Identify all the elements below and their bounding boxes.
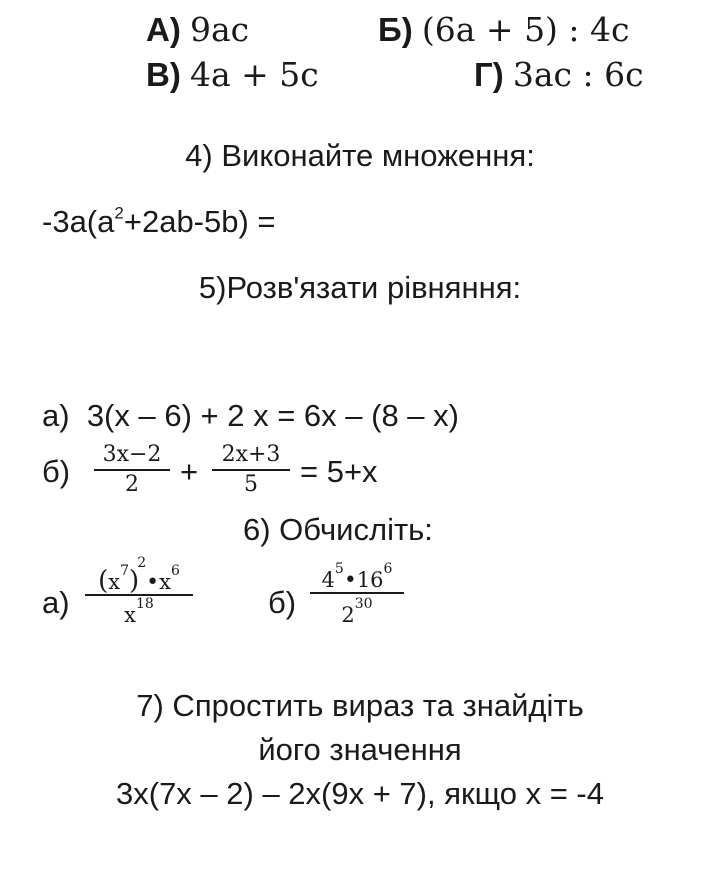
fraction-b-numerator [321,561,393,593]
fraction-b-den-base: 2 [341,603,355,627]
task4-expression [42,204,276,240]
task7-line-2: його значення [258,732,462,767]
task4-expr-exp: 2 [114,203,124,223]
option-a [146,10,249,49]
task7-line-1: 7) Спростить вираз та знайдіть [136,688,584,723]
fraction-a-den-base: x [124,603,136,627]
task5-a-label: а) [42,398,70,433]
fraction-a-x2: x [159,570,171,594]
task5-b-label: б) [42,454,71,489]
fraction-a-base: x [108,570,121,594]
fraction-b-bar [310,592,404,594]
task7-line-3: 3x(7x – 2) – 2x(9x + 7), якщо x = -4 [116,776,604,811]
task5-a [42,398,459,434]
task5-title: 5)Розв'язати рівняння: [198,270,522,305]
option-v-letter: В) [146,56,181,93]
task6-title: 6) Обчисліть: [243,512,433,547]
task6-b-label: б) [268,585,297,620]
fraction-a-inner-exp: 7 [120,563,130,579]
fraction-a-denominator [124,596,154,627]
task5-b-rhs: = 5+x [300,454,378,489]
fraction-1-numerator: 3x−2 [102,442,162,467]
option-g [474,55,644,94]
option-g-letter: Г) [474,56,504,93]
task4-title: 4) Виконайте множення: [185,138,535,173]
fraction-1-denominator: 2 [125,472,139,497]
option-a-letter: А) [146,11,181,48]
task6-a-label: а) [42,585,70,620]
fraction-b-exp2: 6 [383,561,393,577]
option-b-letter: Б) [378,11,413,48]
option-a-value: 9ac [190,10,250,49]
fraction-2-numerator: 2x+3 [221,442,281,467]
task4-expr-post: +2ab-5b) = [123,204,276,239]
fraction-2-denominator: 5 [244,472,258,497]
option-v-value: 4a + 5c [190,55,319,94]
task4-expr-pre: -3a(a [42,204,115,239]
fraction-a-numerator [98,555,180,596]
fraction-1-bar [94,469,170,471]
fraction-b-exp1: 5 [334,561,344,577]
task6-fraction-a [85,555,193,627]
fraction-a-x2-exp: 6 [170,563,180,579]
task5-plus: + [180,454,199,489]
task5-fraction-2 [212,444,290,496]
option-b-value: (6a + 5) : 4c [421,10,630,49]
fraction-a-close-paren: ) [129,566,140,596]
task5-fraction-1 [94,444,170,496]
option-g-value: 3ac : 6c [512,55,644,94]
fraction-b-base2: 16 [356,568,384,592]
option-v [146,55,319,94]
fraction-a-outer-exp: 2 [137,555,147,571]
fraction-b-base1: 4 [321,568,335,592]
fraction-b-dot: • [343,568,357,593]
fraction-2-bar [212,469,290,471]
fraction-a-open-paren: ( [98,566,109,596]
task5-a-expr: 3(x – 6) + 2 x = 6x – (8 – x) [86,398,459,433]
option-b [378,10,630,49]
fraction-b-denominator [341,596,373,627]
fraction-b-den-exp: 30 [354,596,373,612]
task6-fraction-b [310,558,404,626]
fraction-a-dot: • [146,570,160,595]
fraction-a-den-exp: 18 [136,596,154,612]
